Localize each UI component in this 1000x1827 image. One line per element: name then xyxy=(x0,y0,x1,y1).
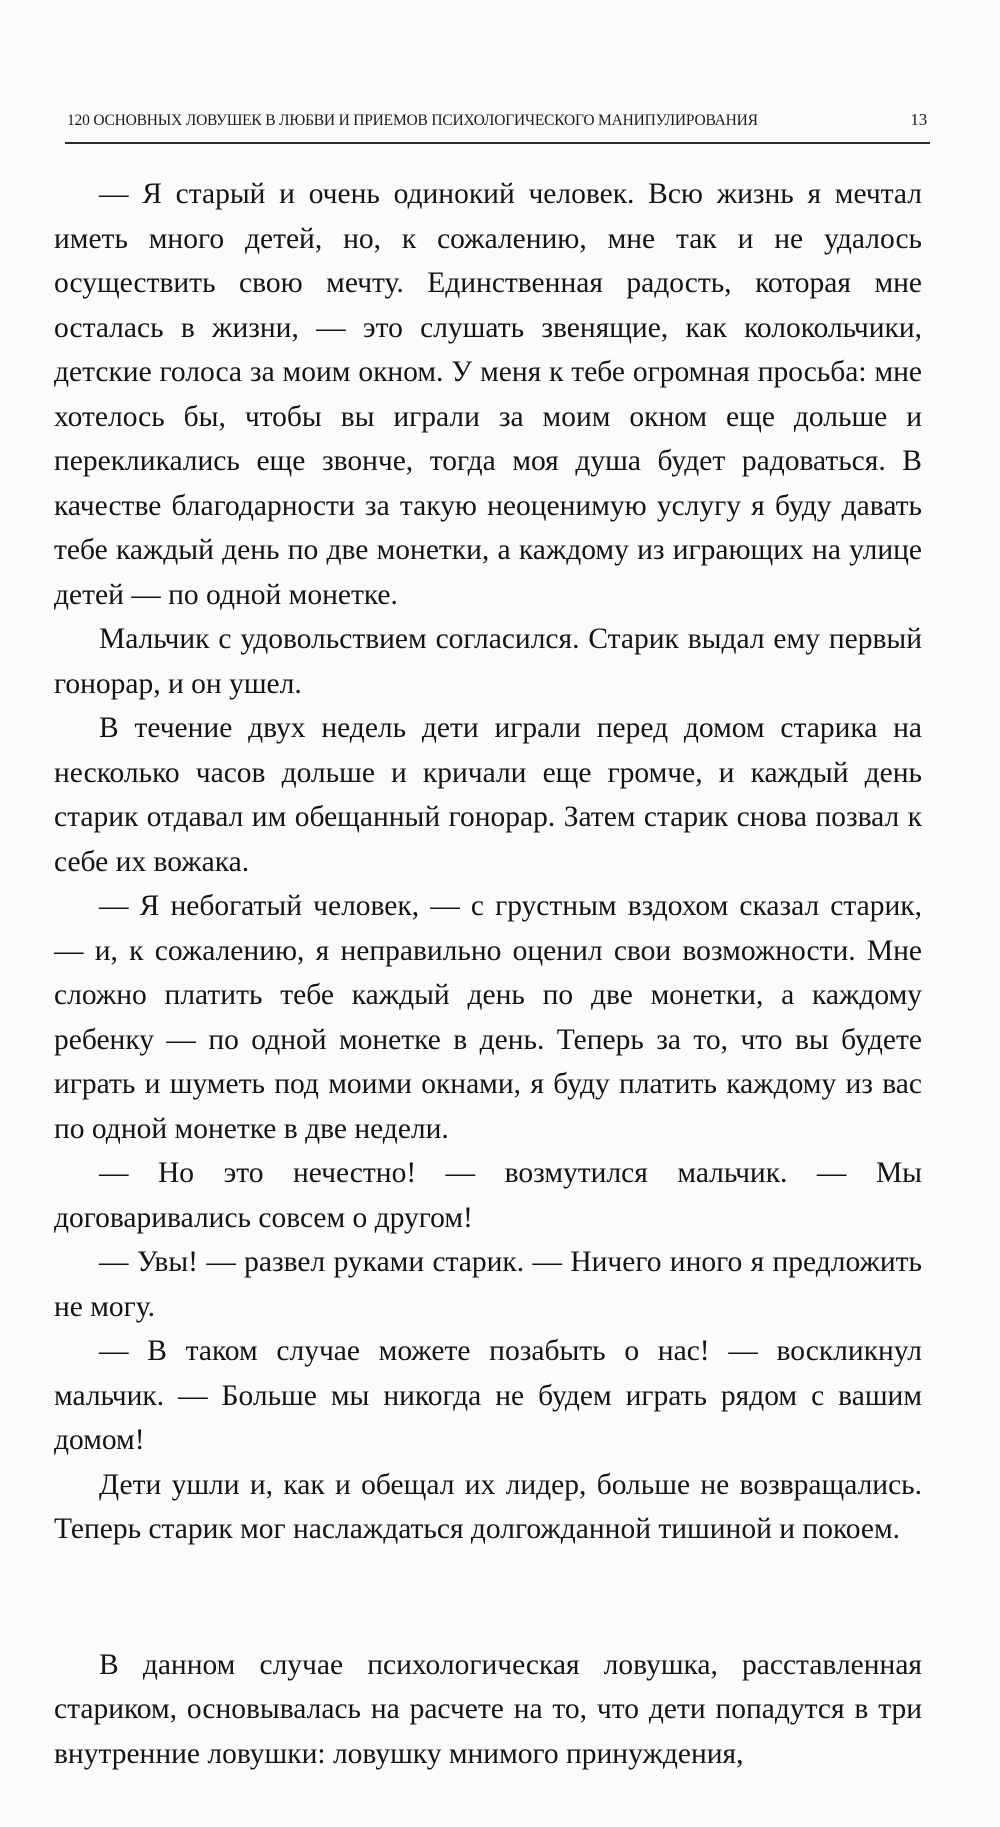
body-text xyxy=(54,172,922,1776)
paragraph: Мальчик с удовольствием согласился. Старик выдал ему первый гонорар, и он ушел. xyxy=(54,623,922,700)
paragraph: — Я небогатый человек, — с грустным вздохом сказал старик, — и, к сожалению, я неправильно оценил свои возможности. Мне сложно платить тебе каждый день по две монетки, а каждому ребенку — по одной монетке в день. Теперь за то, что вы будете играть и шуметь под моими окнами, я буду платить каждому из вас по одной монетке в две недели. xyxy=(54,890,922,1145)
page-number: 13 xyxy=(910,110,927,129)
paragraph: — В таком случае можете позабыть о нас! — воскликнул мальчик. — Больше мы никогда не будем играть рядом с вашим домом! xyxy=(54,1335,922,1456)
header-rule xyxy=(65,142,930,144)
paragraph: В данном случае психологическая ловушка, расставленная стариком, основывалась на расчете на то, что дети попадутся в три внутренние ловушки: ловушку мнимого принуждения, xyxy=(54,1648,922,1770)
paragraph: — Увы! — развел руками старик. — Ничего иного я предложить не могу. xyxy=(54,1246,922,1323)
running-header-title: 120 ОСНОВНЫХ ЛОВУШЕК В ЛЮБВИ И ПРИЕМОВ ПСИХОЛОГИЧЕСКОГО МАНИПУЛИРОВАНИЯ xyxy=(67,112,758,129)
paragraph: — Но это нечестно! — возмутился мальчик. — Мы договаривались совсем о другом! xyxy=(54,1157,922,1234)
paragraph: Дети ушли и, как и обещал их лидер, больше не возвращались. Теперь старик мог наслаждаться долгожданной тишиной и покоем. xyxy=(54,1468,922,1545)
paragraph: В течение двух недель дети играли перед домом старика на несколько часов дольше и кричали еще громче, и каждый день старик отдавал им обещанный гонорар. Затем старик снова позвал к себе их вожака. xyxy=(54,712,922,878)
running-header xyxy=(67,110,929,136)
paragraph: — Я старый и очень одинокий человек. Всю жизнь я мечтал иметь много детей, но, к сожалению, мне так и не удалось осуществить свою мечту. Единственная радость, которая мне осталась в жизни, — это слушать звенящие, как колокольчики, детские голоса за моим окном. У меня к тебе огромная просьба: мне хотелось бы, чтобы вы играли за моим окном еще дольше и перекликались еще звонче, тогда моя душа будет радоваться. В качестве благодарности за такую неоценимую услугу я буду давать тебе каждый день по две монетки, а каждому из играющих на улице детей — по одной монетке. xyxy=(54,178,922,611)
